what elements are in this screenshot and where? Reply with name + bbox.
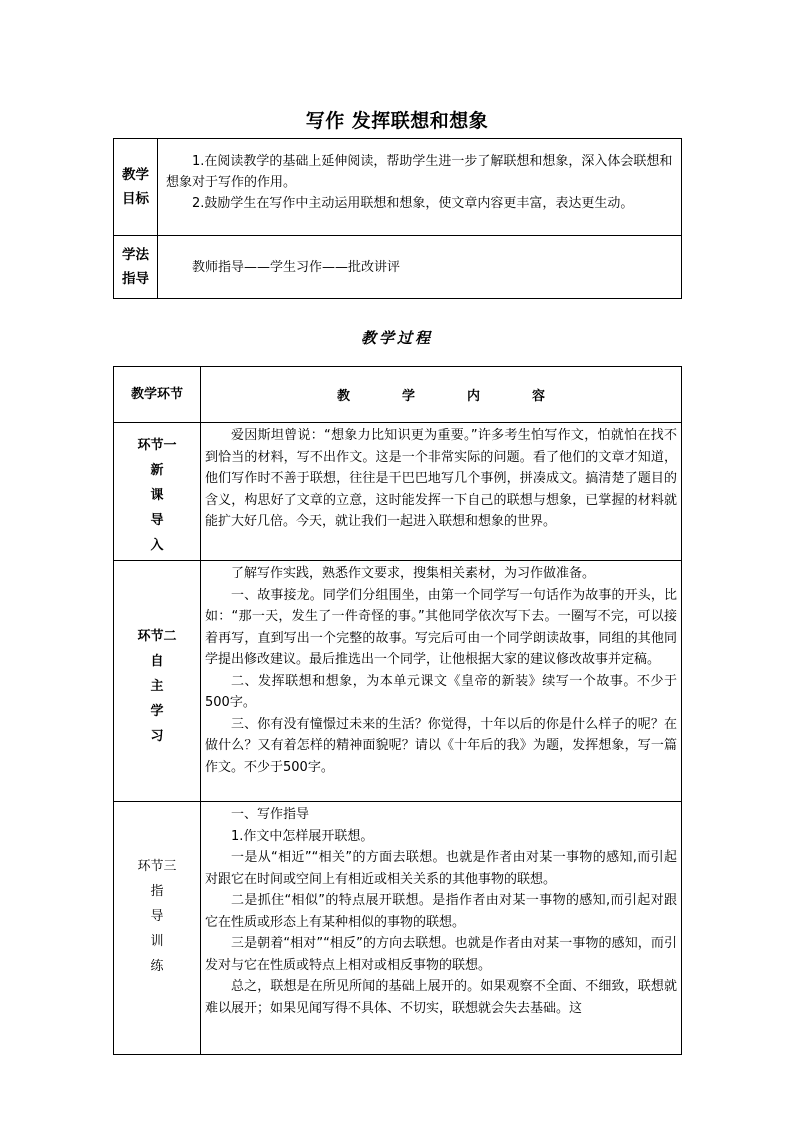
stage-paragraph: 1.作文中怎样展开联想。 <box>231 828 374 844</box>
stage-label <box>114 561 201 802</box>
method-label-line: 学法 <box>122 247 149 263</box>
stage-label-line: 学 <box>150 703 164 719</box>
process-table <box>113 366 682 1055</box>
stage-label-line: 训 <box>150 934 164 949</box>
method-text: 教师指导——学生习作——批改讲评 <box>192 259 401 275</box>
method-label-line: 指导 <box>122 271 149 287</box>
process-header-row <box>114 367 682 423</box>
stage-label-line: 导 <box>150 909 164 924</box>
stage-label-line: 练 <box>150 959 164 974</box>
stage-label-line: 入 <box>150 538 164 553</box>
stage-paragraph: 二、发挥联想和想象，为本单元课文《皇帝的新装》续写一个故事。不少于500字。 <box>205 673 677 710</box>
page-title: 写作 发挥联想和想象 <box>305 110 489 132</box>
header-content <box>201 367 682 423</box>
goal-item: 2.鼓励学生在写作中主动运用联想和想象，使文章内容更丰富，表达更生动。 <box>192 196 634 211</box>
stage-label-line: 导 <box>150 513 164 528</box>
stage-paragraph: 三是朝着“相对”“相反”的方向去联想。也就是作者由对某一事物的感知，而引发对与它在性质或特点上相对或相反事物的联想。 <box>205 936 677 973</box>
stage-label-line: 环节三 <box>137 859 177 874</box>
header-char: 学 <box>401 389 415 404</box>
stage-paragraph: 一、写作指导 <box>231 807 310 822</box>
goals-content <box>158 139 682 236</box>
process-title: 教学过程 <box>360 329 433 347</box>
stage-label-line: 指 <box>150 884 164 899</box>
stage-label-line: 环节二 <box>137 628 177 644</box>
stage-paragraph: 一、故事接龙。同学们分组围坐，由第一个同学写一句话作为故事的开头，比如：“那一天，发生了一件奇怪的事。”其他同学依次写下去。一圈写不完，可以接着再写，直到写出一个完整的故事。写完后可由一个同学朗读故事，同组的其他同学提出修改建议。最后推选出一个同学，让他根据大家的建议修改故事并定稿。 <box>205 587 677 667</box>
stage-row <box>114 802 682 1055</box>
header-char: 内 <box>467 389 481 404</box>
stage-row <box>114 561 682 802</box>
stage-paragraph: 了解写作实践，熟悉作文要求，搜集相关素材，为习作做准备。 <box>231 566 596 581</box>
stage-label-line: 环节一 <box>137 438 177 453</box>
stage-paragraph: 总之，联想是在所见所闻的基础上展开的。如果观察不全面、不细致，联想就难以展开；如果见闻写得不具体、不切实，联想就会失去基础。这 <box>205 979 677 1016</box>
stage-label <box>114 802 201 1055</box>
stage-paragraph: 爱因斯坦曾说：“想象力比知识更为重要。”许多考生怕写作文，怕就怕在找不到恰当的材料，写不出作文。这是一个非常实际的问题。看了他们的文章才知道，他们写作时不善于联想，往往是干巴巴地写几个事例，拼凑成文。搞清楚了题目的含义，构思好了文章的立意，这时能发挥一下自己的联想与想象，已掌握的材料就能扩大好几倍。今天，就让我们一起进入联想和想象的世界。 <box>205 428 677 529</box>
stage-label-line: 课 <box>150 488 164 503</box>
method-row <box>114 236 682 299</box>
stage-content <box>201 802 682 1055</box>
method-content <box>158 236 682 299</box>
stage-label-line: 新 <box>150 463 164 478</box>
stage-label-line: 自 <box>150 653 164 669</box>
goals-table <box>113 138 682 299</box>
stage-paragraph: 一是从“相近”“相关”的方面去联想。也就是作者由对某一事物的感知,而引起对跟它在时间或空间上有相近或相关关系的其他事物的联想。 <box>205 850 677 887</box>
header-char: 容 <box>532 389 546 404</box>
goal-item: 1.在阅读教学的基础上延伸阅读，帮助学生进一步了解联想和想象，深入体会联想和想象对于写作的作用。 <box>166 154 673 190</box>
goals-label-line: 目标 <box>122 191 149 207</box>
stage-label <box>114 423 201 561</box>
stage-row <box>114 423 682 561</box>
stage-paragraph: 三、你有没有憧憬过未来的生活？你觉得，十年以后的你是什么样子的呢？在做什么？又有着怎样的精神面貌呢？请以《十年后的我》为题，发挥想象，写一篇作文。不少于500字。 <box>205 716 677 775</box>
header-stage: 教学环节 <box>114 367 201 423</box>
stage-content <box>201 423 682 561</box>
stage-label-line: 习 <box>150 728 164 744</box>
header-char: 教 <box>336 389 350 404</box>
goals-label-line: 教学 <box>122 167 149 183</box>
goals-row <box>114 139 682 236</box>
stage-content <box>201 561 682 802</box>
goals-label <box>114 139 158 236</box>
stage-paragraph: 二是抓住“相似”的特点展开联想。是指作者由对某一事物的感知,而引起对跟它在性质或形态上有某种相似的事物的联想。 <box>205 893 677 930</box>
method-label <box>114 236 158 299</box>
stage-label-line: 主 <box>150 678 164 694</box>
